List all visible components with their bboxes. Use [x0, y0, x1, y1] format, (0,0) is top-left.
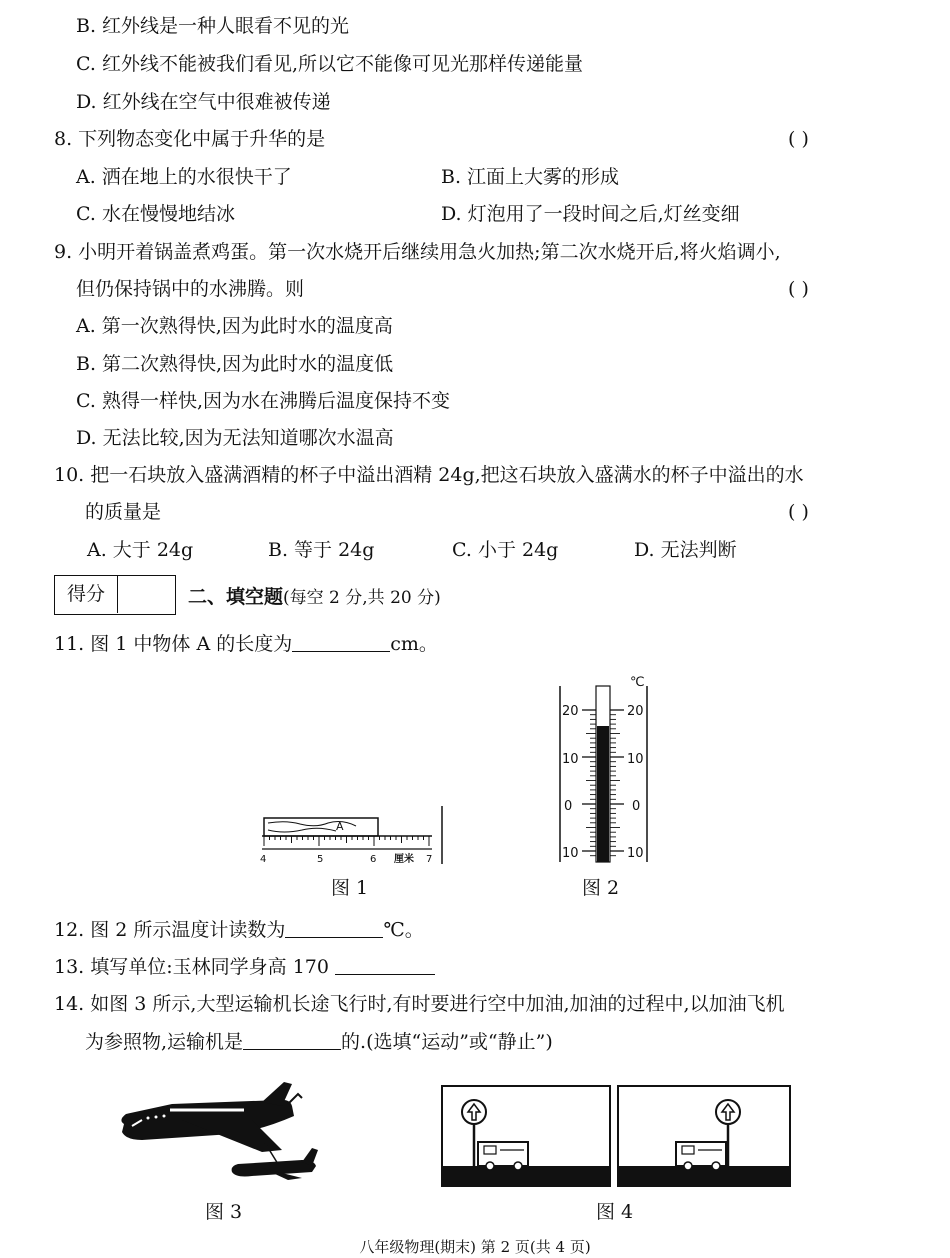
- q10-option-a: A. 大于 24g: [87, 539, 194, 561]
- q7-option-b: B. 红外线是一种人眼看不见的光: [76, 15, 350, 37]
- section2-heading: [188, 585, 441, 610]
- score-label: 得分: [55, 576, 118, 613]
- q10-stem-line2: 的质量是: [85, 501, 162, 523]
- q9-option-c: C. 熟得一样快,因为水在沸腾后温度保持不变: [76, 390, 450, 412]
- figure1-ruler: [256, 806, 446, 868]
- q9-option-a: A. 第一次熟得快,因为此时水的温度高: [76, 315, 393, 337]
- q10-option-d: D. 无法判断: [634, 539, 737, 561]
- page-footer: 八年级物理(期末) 第 2 页(共 4 页): [359, 1238, 591, 1256]
- section2-title: 二、填空题: [188, 586, 284, 608]
- q14-text: 为参照物,运输机是: [85, 1031, 244, 1053]
- q11-stem: [54, 632, 438, 656]
- figure2-caption: 图 2: [582, 877, 620, 899]
- q14-answer-blank[interactable]: [243, 1031, 341, 1050]
- q10-option-c: C. 小于 24g: [452, 539, 559, 561]
- thermo-right-label-neg10: 10: [627, 846, 644, 861]
- q8-option-d: D. 灯泡用了一段时间之后,灯丝变细: [441, 203, 740, 225]
- transport-plane: [121, 1082, 302, 1152]
- q8-stem: 8. 下列物态变化中属于升华的是: [54, 128, 326, 150]
- q7-option-c: C. 红外线不能被我们看见,所以它不能像可见光那样传递能量: [76, 53, 583, 75]
- q12-answer-blank[interactable]: [285, 919, 383, 938]
- scene-right: [618, 1086, 790, 1186]
- q12-unit: ℃。: [383, 919, 424, 941]
- ruler-tick-label-6: 6: [370, 854, 377, 865]
- q12-stem: [54, 918, 424, 942]
- ruler-tick-label-4: 4: [260, 854, 267, 865]
- thermometer-unit: ℃: [630, 675, 645, 690]
- object-a-outline: [264, 818, 378, 836]
- q8-answer-paren: ( ): [788, 128, 809, 150]
- q10-answer-paren: ( ): [788, 501, 809, 523]
- q14-stem-line1: 14. 如图 3 所示,大型运输机长途飞行时,有时要进行空中加油,加油的过程中,以加油飞机: [54, 993, 785, 1015]
- scene-left: [442, 1086, 610, 1186]
- thermometer-liquid-column: [597, 726, 609, 862]
- q9-option-b: B. 第二次熟得快,因为此时水的温度低: [76, 353, 394, 375]
- q12-text: 12. 图 2 所示温度计读数为: [54, 919, 286, 941]
- ruler-tick-label-7: 7: [426, 854, 433, 865]
- figure4-caption: 图 4: [596, 1201, 634, 1223]
- score-box: [54, 575, 176, 615]
- figure3-aircraft: [112, 1080, 332, 1190]
- thermo-left-label-10: 10: [562, 752, 579, 767]
- q8-option-a: A. 洒在地上的水很快干了: [76, 166, 292, 188]
- q11-unit: cm。: [390, 633, 438, 655]
- q11-text: 11. 图 1 中物体 A 的长度为: [54, 633, 293, 655]
- thermo-left-label-0: 0: [564, 799, 573, 814]
- thermo-left-label-20: 20: [562, 704, 579, 719]
- section2-note: (每空 2 分,共 20 分): [283, 588, 441, 608]
- figure2-thermometer: [552, 672, 662, 868]
- q14-tail: 的.(选填“运动”或“静止”): [341, 1031, 553, 1053]
- q10-option-b: B. 等于 24g: [268, 539, 375, 561]
- thermo-right-label-10: 10: [627, 752, 644, 767]
- figure4-bus-scenes: [438, 1078, 794, 1190]
- ruler-tick-label-5: 5: [317, 854, 324, 865]
- q14-stem-line2: [85, 1030, 553, 1054]
- object-a-label: A: [336, 820, 344, 833]
- q13-answer-blank[interactable]: [335, 956, 435, 975]
- thermo-right-label-0: 0: [632, 799, 641, 814]
- q9-stem-line2: 但仍保持锅中的水沸腾。则: [76, 278, 305, 300]
- q9-stem-line1: 9. 小明开着锅盖煮鸡蛋。第一次水烧开后继续用急火加热;第二次水烧开后,将火焰调小,: [54, 241, 781, 263]
- tanker-plane: [232, 1148, 318, 1180]
- q8-option-b: B. 江面上大雾的形成: [441, 166, 620, 188]
- q10-stem-line1: 10. 把一石块放入盛满酒精的杯子中溢出酒精 24g,把这石块放入盛满水的杯子中溢出的水: [54, 464, 804, 486]
- q11-answer-blank[interactable]: [292, 633, 390, 652]
- q13-stem: [54, 955, 435, 979]
- q9-answer-paren: ( ): [788, 278, 809, 300]
- q13-text: 13. 填写单位:玉林同学身高 170: [54, 956, 336, 978]
- ruler-unit-label: 厘米: [394, 854, 414, 865]
- q7-option-d: D. 红外线在空气中很难被传递: [76, 91, 331, 113]
- thermo-right-label-20: 20: [627, 704, 644, 719]
- q9-option-d: D. 无法比较,因为无法知道哪次水温高: [76, 427, 394, 449]
- ruler-ticks: [264, 836, 429, 846]
- q8-option-c: C. 水在慢慢地结冰: [76, 203, 235, 225]
- thermo-left-label-neg10: 10: [562, 846, 579, 861]
- figure3-caption: 图 3: [205, 1201, 243, 1223]
- figure1-caption: 图 1: [331, 877, 369, 899]
